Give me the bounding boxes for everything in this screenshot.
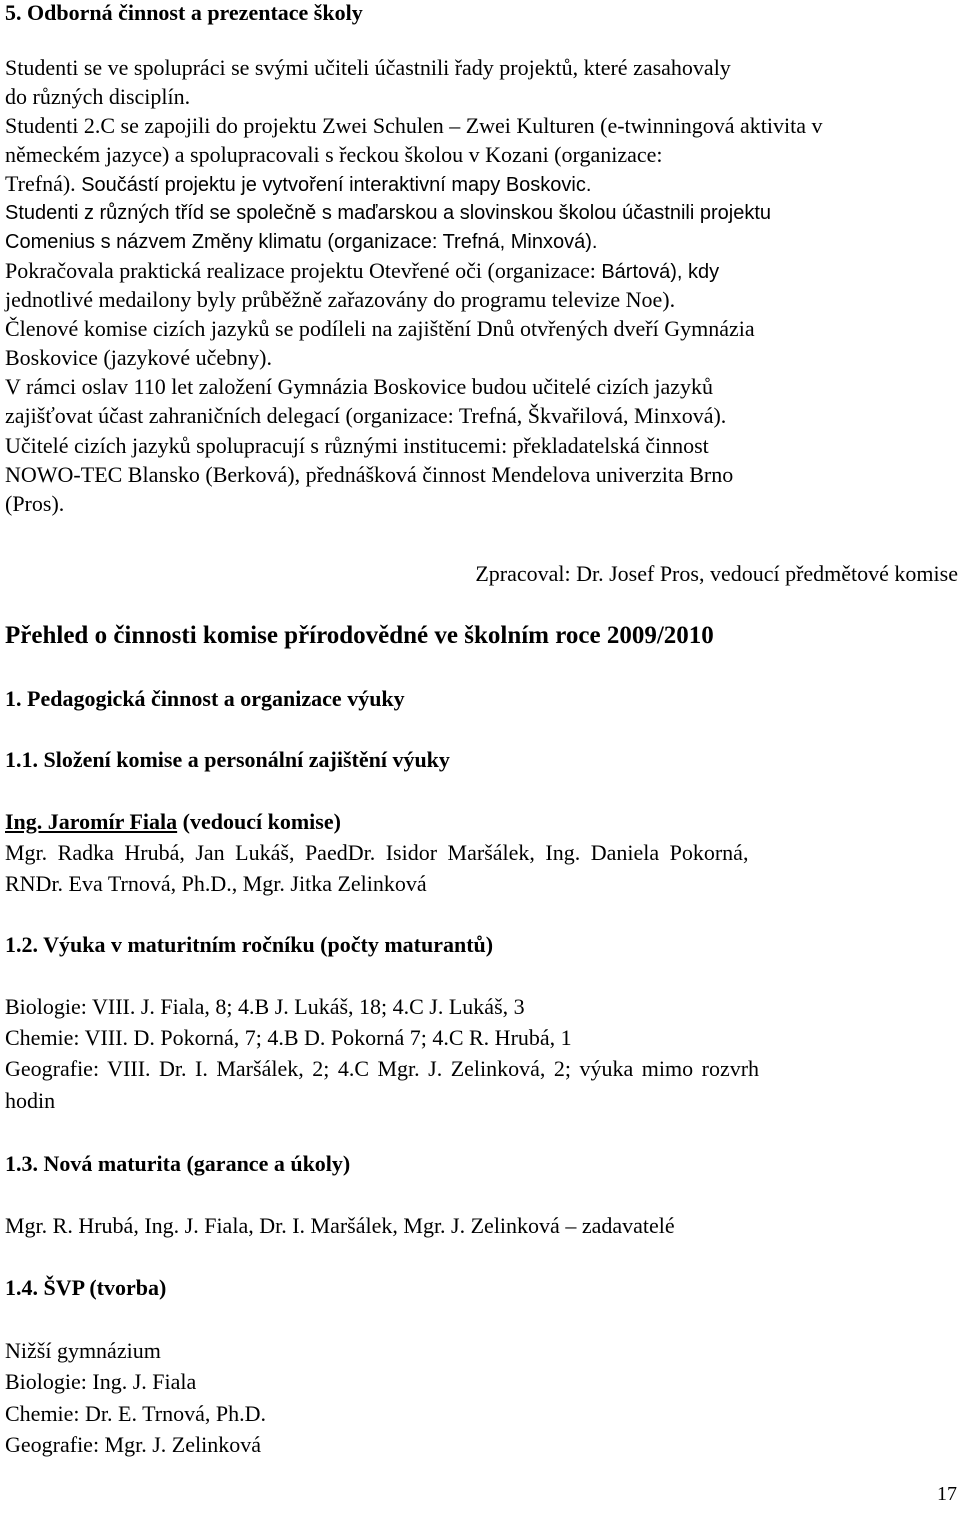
paragraph-line: Členové komise cizích jazyků se podíleli na zajištění Dnů otvřených dveří Gymnázia (5, 316, 755, 341)
paragraph-line: zajišťovat účast zahraničních delegací (organizace: Trefná, Škvařilová, Minxová). (5, 403, 727, 428)
section-heading: 1. Pedagogická činnost a organizace výuky (5, 686, 405, 711)
subsection-heading: 1.1. Složení komise a personální zajištění výuky (5, 747, 450, 772)
paragraph-fragment: Bártová), kdy (601, 261, 720, 283)
paragraph-line: jednotlivé medailony byly průběžně zařazovány do programu televize Noe). (5, 287, 676, 312)
maturita-line: Biologie: VIII. J. Fiala, 8; 4.B J. Lukáš, 18; 4.C J. Lukáš, 3 (5, 994, 525, 1019)
leader-name: Ing. Jaromír Fiala (5, 809, 178, 834)
page-number: 17 (937, 1483, 957, 1505)
paragraph-fragment: Trefná). (5, 171, 76, 196)
paragraph-fragment: Součástí projektu je vytvoření interaktivní mapy Boskovic. (81, 174, 592, 196)
paragraph-line: Studenti z různých tříd se společně s maďarskou a slovinskou školou účastnili projektu (5, 202, 772, 224)
members-line: RNDr. Eva Trnová, Ph.D., Mgr. Jitka Zelinková (5, 871, 427, 896)
maturita-line: Geografie: VIII. Dr. I. Maršálek, 2; 4.C Mgr. J. Zelinková, 2; výuka mimo rozvrh (5, 1056, 760, 1081)
author-signature: Zpracoval: Dr. Josef Pros, vedoucí předmětové komise (475, 561, 958, 586)
members-line: Mgr. Radka Hrubá, Jan Lukáš, PaedDr. Isidor Maršálek, Ing. Daniela Pokorná, (5, 840, 749, 865)
subsection-heading: 1.4. ŠVP (tvorba) (5, 1275, 167, 1300)
svp-line: Geografie: Mgr. J. Zelinková (5, 1432, 261, 1457)
paragraph-line: do různých disciplín. (5, 84, 191, 109)
paragraph-line: V rámci oslav 110 let založení Gymnázia Boskovice budou učitelé cizích jazyků (5, 374, 714, 399)
paragraph-line: Mgr. R. Hrubá, Ing. J. Fiala, Dr. I. Maršálek, Mgr. J. Zelinková – zadavatelé (5, 1213, 675, 1238)
svp-line: Biologie: Ing. J. Fiala (5, 1369, 197, 1394)
paragraph-line (5, 257, 719, 286)
paragraph-line: Boskovice (jazykové učebny). (5, 345, 272, 370)
svp-line: Chemie: Dr. E. Trnová, Ph.D. (5, 1401, 266, 1426)
leader-line (5, 808, 341, 836)
paragraph-fragment: Pokračovala praktická realizace projektu Otevřené oči (organizace: (5, 258, 596, 283)
paragraph-line: Studenti se ve spolupráci se svými učiteli účastnili řady projektů, které zasahovaly (5, 55, 731, 80)
paragraph-line: Comenius s názvem Změny klimatu (organizace: Trefná, Minxová). (5, 231, 598, 253)
maturita-line: hodin (5, 1088, 56, 1113)
maturita-line: Chemie: VIII. D. Pokorná, 7; 4.B D. Pokorná 7; 4.C R. Hrubá, 1 (5, 1025, 572, 1050)
page-title: Přehled o činnosti komise přírodovědné ve školním roce 2009/2010 (5, 622, 714, 649)
subsection-heading: 1.3. Nová maturita (garance a úkoly) (5, 1151, 351, 1176)
subsection-heading: 1.2. Výuka v maturitním ročníku (počty maturantů) (5, 932, 494, 957)
paragraph-line: německém jazyce) a spolupracovali s řeckou školou v Kozani (organizace: (5, 142, 663, 167)
section-heading: 5. Odborná činnost a prezentace školy (5, 0, 363, 25)
paragraph-line (5, 170, 591, 199)
paragraph-line: Učitelé cizích jazyků spolupracují s různými institucemi: překladatelská činnost (5, 433, 709, 458)
leader-role: (vedoucí komise) (177, 809, 341, 834)
paragraph-line: Studenti 2.C se zapojili do projektu Zwei Schulen – Zwei Kulturen (e-twinningová aktivita v (5, 113, 823, 138)
paragraph-line: NOWO-TEC Blansko (Berková), přednášková činnost Mendelova univerzita Brno (5, 462, 734, 487)
svp-line: Nižší gymnázium (5, 1338, 161, 1363)
paragraph-line: (Pros). (5, 491, 65, 516)
